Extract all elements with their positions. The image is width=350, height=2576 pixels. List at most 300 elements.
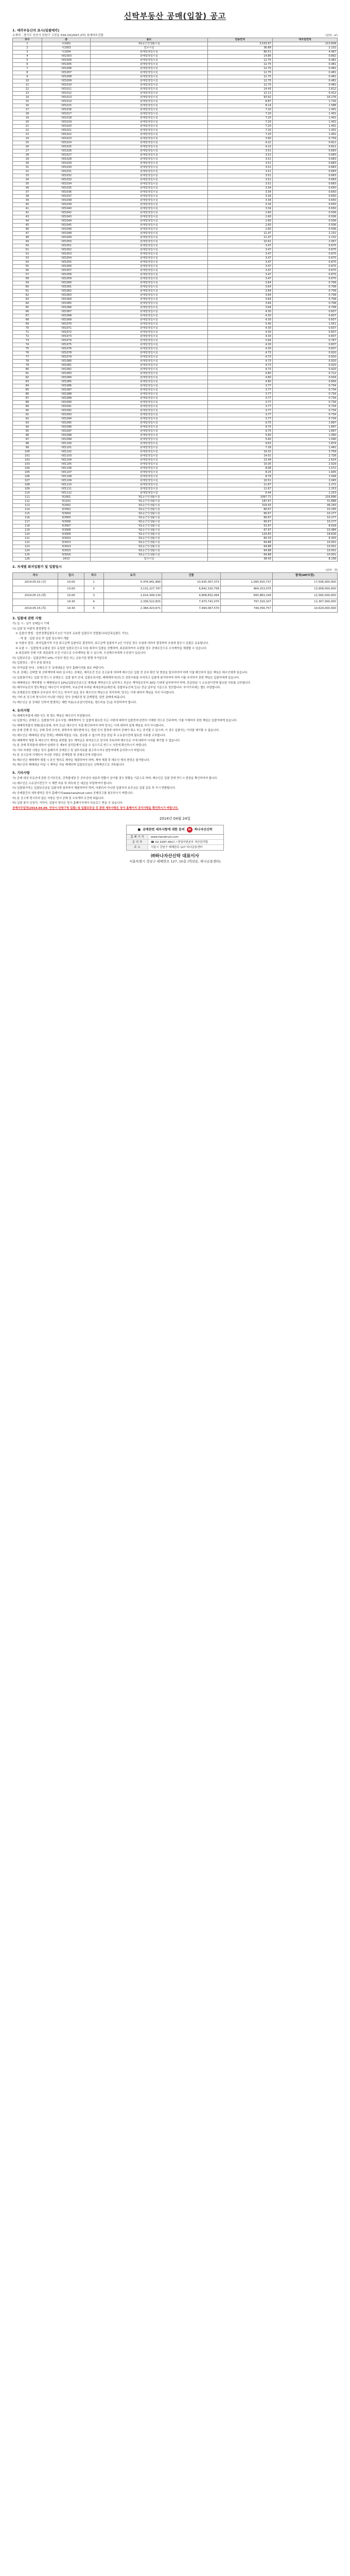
table-cell: 판매및영업시설	[91, 231, 207, 235]
table-cell: 1.572	[272, 466, 337, 470]
table-cell: 판매및영업시설	[91, 104, 207, 108]
table-cell: 0.650	[272, 186, 337, 190]
contact-value: 서울시 강남구 테헤란로 127 하나금융센터	[151, 846, 203, 850]
section5-paragraphs	[12, 776, 338, 805]
section3-paragraph: 마) 공매물건의 현황과 공부상의 차이 또는 하자가 있을 경우 매수인의 책임으로 처리하며, 당사는 이에 대하여 책임을 지지 아니합니다.	[12, 691, 175, 694]
table-cell: 지E1080	[42, 359, 91, 363]
notice-date: 2014년 04월 24일	[159, 816, 191, 821]
table-cell: 판매및영업시설	[91, 347, 207, 351]
table-cell: 3.47	[207, 244, 272, 248]
table-cell: 판매및영업시설	[91, 421, 207, 425]
bullet-icon: ■	[137, 828, 141, 832]
table-cell: 3.51	[207, 165, 272, 170]
table-cell: 지E1063	[42, 293, 91, 297]
table-cell: 11.47	[207, 231, 272, 235]
table-cell: 4.467	[272, 50, 337, 54]
table-cell: 3.51	[207, 157, 272, 161]
table-row	[13, 198, 338, 202]
table-cell: 0.675	[272, 248, 337, 252]
table-cell: 31	[13, 165, 42, 170]
table-row	[13, 207, 338, 211]
table-cell: 319.43	[207, 503, 272, 507]
table-row	[13, 149, 338, 153]
table-cell: 213.838	[272, 42, 337, 46]
table-cell: 0.683	[272, 170, 337, 174]
table-cell: 제3013	[42, 540, 91, 545]
company-brand: 하나자산신탁	[194, 828, 213, 832]
table-cell: 12.75	[207, 71, 272, 75]
table-cell: 66.67	[207, 507, 272, 512]
table-cell: 1.090	[272, 437, 337, 442]
table-cell: 0.734	[272, 388, 337, 392]
table-cell: 판매및영업시설	[91, 474, 207, 479]
table-row	[13, 322, 338, 326]
table-cell: 3.34	[207, 202, 272, 207]
table-row	[13, 351, 338, 355]
table-cell: 0.481	[272, 79, 337, 83]
table-cell: 22	[13, 128, 42, 132]
table-cell: 0.734	[272, 404, 337, 409]
table-row	[13, 161, 338, 165]
table-cell: 지E1083	[42, 371, 91, 376]
table-cell: 3.34	[207, 194, 272, 198]
table-row	[13, 417, 338, 421]
table-cell: 1.874	[272, 442, 337, 446]
table-cell: 3,131,227,747	[103, 586, 162, 592]
table-cell: 11,307,000,000	[272, 599, 337, 606]
table-cell: 판매및영업시설	[91, 273, 207, 277]
column-header: 건물	[162, 573, 221, 580]
table-cell: 지E1014	[42, 99, 91, 104]
table-cell: 0.506	[272, 215, 337, 219]
table-cell: 2.929	[272, 462, 337, 466]
table-cell: 제3014	[42, 545, 91, 549]
table-cell: 지E1030	[42, 165, 91, 170]
table-row	[13, 592, 338, 599]
table-cell: 0.734	[272, 396, 337, 400]
table-cell: 지E1038	[42, 198, 91, 202]
table-row	[13, 442, 338, 446]
table-cell: 10.295	[272, 507, 337, 512]
table-row	[13, 306, 338, 310]
table-cell: 125	[13, 553, 42, 557]
section4-paragraph: 마) 매수인은 매매대금 완납 전에는 매매목적물을 사용, 점유할 수 없으며 잔금 완납 후 소유권이전에 필요한 서류를 교부합니다.	[12, 734, 166, 737]
table-cell: 지E1054	[42, 256, 91, 260]
table-cell: 17	[13, 108, 42, 112]
table-cell: 8.156	[272, 557, 337, 561]
section3-item: ④ 최종회차 공매 이후 최종회차 조건 이상으로 수의계약을 할 수 있으며, 우선매수자에게 우선권이 있습니다.	[15, 652, 147, 655]
table-cell: 제3006	[42, 520, 91, 524]
contact-key: 문 의 처	[127, 840, 148, 844]
column-header: 일시	[58, 573, 84, 580]
table-cell: 판매및영업시설	[91, 170, 207, 174]
table-cell: 3.759	[272, 450, 337, 454]
table-cell: 판매및영업시설	[91, 417, 207, 421]
table-cell: 판매및영업시설	[91, 124, 207, 128]
table-cell: 지E1084	[42, 376, 91, 380]
section3-paragraphs	[12, 671, 338, 704]
table-cell: 36	[13, 186, 42, 190]
table-cell: 40	[13, 202, 42, 207]
table-cell: 4	[13, 54, 42, 58]
table-cell: 판매및영업시설	[91, 145, 207, 149]
table-cell: 9.75	[207, 429, 272, 433]
table-cell: 8.08	[207, 466, 272, 470]
table-row	[13, 301, 338, 306]
table-row	[13, 528, 338, 532]
table-cell: 지E1104	[42, 458, 91, 462]
table-cell: 3.64	[207, 293, 272, 297]
table-cell: 10:00	[58, 592, 84, 599]
table-cell: 1.401	[272, 112, 337, 116]
table-cell: 11.47	[207, 235, 272, 240]
table-cell: 제2종근린생활시설	[91, 503, 207, 507]
table-cell: 0.683	[272, 178, 337, 182]
table-row	[13, 50, 338, 54]
contact-row	[127, 835, 223, 840]
table-cell: 제1종근린생활시설	[91, 499, 207, 503]
table-cell: 187.67	[207, 499, 272, 503]
table-row	[13, 599, 338, 606]
table-cell: 3.64	[207, 285, 272, 289]
table-cell: 6,842,320,758	[162, 586, 221, 592]
table-cell: 지E1039	[42, 202, 91, 207]
table-row	[13, 318, 338, 322]
table-cell: 7,973,741,070	[162, 599, 221, 606]
table-cell: 지E1095	[42, 421, 91, 425]
table-cell: 39	[13, 198, 42, 202]
section4-paragraph: 아) 기타 자세한 사항은 당사 홈페이지 공매공고 및 첨부자료를 참고하시거나 담당자에게 문의하시기 바랍니다.	[12, 749, 146, 752]
table-cell: 2.232	[272, 46, 337, 50]
table-row	[13, 211, 338, 215]
table-cell: 제2종근린생활시설	[91, 516, 207, 520]
table-cell: 제3010	[42, 536, 91, 540]
table-cell: 판매및영업시설	[91, 425, 207, 429]
table-cell: 1.401	[272, 124, 337, 128]
table-cell: 3.77	[207, 409, 272, 413]
table-cell: 3.51	[207, 149, 272, 153]
table-cell: 지E1004	[42, 58, 91, 62]
table-cell: 18.626	[272, 532, 337, 536]
table-cell: 93	[13, 421, 42, 425]
section3-item: ① 입찰의 방법 : 일반경쟁입찰로서 1인 이상의 유효한 입찰로서 성립합니다(단독입찰도 가능).	[15, 632, 129, 636]
table-cell: 지E1065	[42, 301, 91, 306]
table-row	[13, 128, 338, 132]
table-cell: 41	[13, 207, 42, 211]
table-cell: 0.675	[272, 273, 337, 277]
section5-paragraph: 라) 공매물건의 세부내역은 당사 홈페이지(www.hanatrust.com) 공매공고를 참조하시기 바랍니다.	[12, 791, 134, 795]
table-row	[13, 252, 338, 256]
table-cell: 0.759	[272, 137, 337, 141]
company-signature: ㈜하나자산신탁 대표이사	[151, 854, 199, 859]
table-cell: 지E1008	[42, 75, 91, 79]
table1-unit: (단위 : ㎡)	[325, 33, 338, 37]
table-cell: 지E1045	[42, 223, 91, 227]
table-row	[13, 194, 338, 198]
table-cell: 판매및영업시설	[91, 87, 207, 91]
table-cell: 2.60	[207, 215, 272, 219]
table-cell: 18	[13, 112, 42, 116]
table-cell: 3.47	[207, 260, 272, 264]
table-cell: 695,883,249	[220, 592, 272, 599]
table-cell: 지E1023	[42, 137, 91, 141]
table-cell: 지E1020	[42, 124, 91, 128]
table-cell: 판매및영업시설	[91, 376, 207, 380]
table-cell: 지E1099	[42, 437, 91, 442]
table-cell: 지E1043	[42, 215, 91, 219]
table-row	[13, 586, 338, 592]
table-cell: 2.60	[207, 211, 272, 215]
table-cell: 4.80	[207, 371, 272, 376]
table-cell: 판매및영업시설	[91, 116, 207, 120]
table-cell: 20	[13, 120, 42, 124]
table-cell: 53	[13, 256, 42, 260]
table-cell: 판매및영업시설	[91, 334, 207, 338]
table-cell: 11.67	[207, 487, 272, 491]
table-cell: 0.506	[272, 211, 337, 215]
table-cell: 3.64	[207, 301, 272, 306]
table-cell: 0.708	[272, 285, 337, 289]
table-cell: 66.67	[207, 516, 272, 520]
table-cell: 10.277	[272, 512, 337, 516]
table-cell: 판매및영업시설	[91, 128, 207, 132]
table-cell: 110	[13, 491, 42, 495]
section3-heading: 3. 입찰에 관한 사항	[12, 616, 42, 621]
table-row	[13, 79, 338, 83]
table-cell: 86	[13, 392, 42, 396]
table-cell: 3	[13, 50, 42, 54]
table-row	[13, 112, 338, 116]
table-row	[13, 396, 338, 400]
table-cell: 64.88	[207, 545, 272, 549]
table-cell: 66.67	[207, 520, 272, 524]
table-cell: 0.821	[272, 145, 337, 149]
table-cell: 판매및영업시설	[91, 75, 207, 79]
schedule-table-body	[13, 580, 338, 613]
table-cell: 44	[13, 219, 42, 223]
table-cell: 4.30	[207, 334, 272, 338]
table-cell: 8.87	[207, 99, 272, 104]
table-row	[13, 244, 338, 248]
table-row	[13, 42, 338, 46]
table-cell: 지E1010	[42, 83, 91, 87]
table-cell: 판매및영업시설	[91, 108, 207, 112]
table-cell: 0.683	[272, 165, 337, 170]
table-cell: 0.920	[272, 359, 337, 363]
table-cell: 판매및영업시설	[91, 363, 207, 367]
table-cell: 지E1022	[42, 132, 91, 137]
table-cell: 69	[13, 322, 42, 326]
table-cell: 3.47	[207, 256, 272, 260]
table-cell: 2.728	[272, 454, 337, 458]
table-cell: 0.837	[272, 343, 337, 347]
table-cell: 0.712	[272, 371, 337, 376]
table-cell: 0.892	[272, 54, 337, 58]
table-row	[13, 260, 338, 264]
table-cell: 0.506	[272, 223, 337, 227]
table-cell: 1.401	[272, 116, 337, 120]
table-cell: 0.708	[272, 281, 337, 285]
table-cell: 판매및영업시설	[91, 442, 207, 446]
table-cell: 7.20	[207, 120, 272, 124]
table-cell: 7.20	[207, 112, 272, 116]
table-row	[13, 99, 338, 104]
table-cell: 3.64	[207, 306, 272, 310]
table-cell: 제3016	[42, 553, 91, 557]
table-cell: 0.767	[272, 338, 337, 343]
table-cell: 3.47	[207, 273, 272, 277]
table-row	[13, 380, 338, 384]
table-cell: 0.481	[272, 58, 337, 62]
table-cell: 90	[13, 409, 42, 413]
section5-paragraph: 나) 매수인은 소유권이전등기 시 제반 비용 및 취득세 등 세금을 부담하여야 합니다.	[12, 782, 113, 785]
table-cell: 100	[13, 450, 42, 454]
table-cell: 5	[84, 606, 103, 613]
table-cell: 0.481	[272, 75, 337, 79]
table-cell: 3.51	[207, 182, 272, 186]
table-cell: 12	[13, 87, 42, 91]
table-cell: 19.32	[207, 450, 272, 454]
table-cell: 74	[13, 343, 42, 347]
table-cell: 판매및영업시설	[91, 326, 207, 330]
table-cell: 지E1102	[42, 450, 91, 454]
table-cell: 30	[13, 161, 42, 165]
table-cell: 지E1087	[42, 388, 91, 392]
table-cell: 9.63	[207, 442, 272, 446]
table-row	[13, 141, 338, 145]
table-cell: 판매및영업시설	[91, 466, 207, 470]
section3-item: 가) 일 시 : 상기 공매일시 기재	[12, 622, 49, 626]
table-row	[13, 235, 338, 240]
table-cell: 0.837	[272, 347, 337, 351]
table-cell: 43	[13, 215, 42, 219]
table-cell: 0.650	[272, 198, 337, 202]
table-cell: 4.22	[207, 145, 272, 149]
table-cell: 3.47	[207, 277, 272, 281]
table-cell: 판매및영업시설	[91, 429, 207, 433]
table-cell: 지E1086	[42, 384, 91, 388]
table-cell: 21	[13, 124, 42, 128]
table-cell: 3.51	[207, 153, 272, 157]
table-cell: 1	[84, 580, 103, 586]
table-row	[13, 124, 338, 128]
column-header: 차수	[13, 573, 58, 580]
table-cell: 판매및영업시설	[91, 186, 207, 190]
table-cell: 797,316,107	[220, 599, 272, 606]
contact-box	[126, 825, 224, 851]
table-cell: 판매및영업시설	[91, 190, 207, 194]
property-table-body	[13, 42, 338, 561]
table-cell: 판매및영업시설	[91, 413, 207, 417]
table-cell: 12.75	[207, 79, 272, 83]
table-cell	[13, 599, 58, 606]
table-cell: 10	[13, 79, 42, 83]
table-cell: 지E1070	[42, 322, 91, 326]
section4-paragraph: 라) 공매 진행 중 또는 공매 후에 수익자, 위탁자의 채무변제 또는 법원 등의 결정에 의하여 공매가 취소 또는 중지될 수 있으며, 이 경우 입찰자는 이의를 제기할 수 없습니다.	[12, 729, 220, 733]
table-cell: 26	[13, 145, 42, 149]
table-cell: 지E1108	[42, 474, 91, 479]
table-cell: 2,614,349,134	[103, 592, 162, 599]
table-row	[13, 425, 338, 429]
table-row	[13, 429, 338, 433]
table-cell: 지E1106	[42, 466, 91, 470]
table-cell: 판매및영업시설	[91, 95, 207, 99]
table-cell: 0.708	[272, 301, 337, 306]
table-cell: 9	[13, 75, 42, 79]
column-header: 층	[42, 38, 91, 42]
table-cell	[13, 586, 58, 592]
table-row	[13, 170, 338, 174]
table-cell: 지E1081	[42, 363, 91, 367]
table-cell: 2.253	[272, 487, 337, 491]
table-cell: 76	[13, 351, 42, 355]
table-cell: 판매및영업시설	[91, 260, 207, 264]
table-cell: 0.650	[272, 194, 337, 198]
table-cell: 38.43	[207, 557, 272, 561]
table-cell: 8.79	[207, 474, 272, 479]
table-row	[13, 545, 338, 549]
table-cell: 111	[13, 495, 42, 499]
table-row	[13, 384, 338, 388]
table-cell: 84	[13, 384, 42, 388]
table-cell: 3.77	[207, 388, 272, 392]
table-row	[13, 240, 338, 244]
section3-paragraph: 다) 매매대금은 계약체결 시 매매대금의 10%(입찰보증금으로 대체)를 계약금으로 납부하고 잔금은 계약일로부터 30일 이내에 납부하여야 하며, 잔금완납 시 소유권이전에 필요한 서류를 교부합니다.	[12, 681, 251, 685]
table-cell: 3.47	[207, 252, 272, 256]
table-cell: 지E1055	[42, 260, 91, 264]
table-cell: 판매및영업시설	[91, 483, 207, 487]
section1-heading: 1. 매각부동산의 표시(일괄매각)	[12, 28, 60, 32]
table-cell: 판매및영업시설	[91, 380, 207, 384]
column-header: 합계(VAT포함)	[272, 573, 337, 580]
table-cell: 지E1006	[42, 66, 91, 71]
section4-paragraph: 다) 매매목적물의 현황(점유상태, 하자 등)은 매수인이 직접 확인하여야 하며 당사는 이에 대하여 일체 책임을 지지 아니합니다.	[12, 724, 165, 727]
table-cell: 제2종근린생활시설	[91, 545, 207, 549]
table-cell: 제2001	[42, 495, 91, 499]
table-cell: 24	[13, 137, 42, 141]
table-row	[13, 458, 338, 462]
company-address: 서울특별시 강남구 테헤란로 127, 10층 (역삼동, 하나금융센터)	[129, 859, 221, 864]
section4-paragraph: 자) 본 공고문에 기재되지 아니한 사항은 관계법령 및 공매조건에 의합니다.	[12, 754, 103, 757]
table-cell: 48	[13, 235, 42, 240]
table-cell: 제2종근린생활시설	[91, 520, 207, 524]
table-cell: 제2종근린생활시설	[91, 524, 207, 528]
table-cell: 지E1059	[42, 277, 91, 281]
table-row	[13, 483, 338, 487]
table-cell: 판매및영업시설	[91, 137, 207, 141]
table-row	[13, 58, 338, 62]
column-header: 차수	[84, 573, 103, 580]
table-cell: 104	[13, 466, 42, 470]
table-cell: 제1종근린생활시설	[91, 495, 207, 499]
table-cell: 판매및영업시설	[91, 264, 207, 268]
table-row	[13, 421, 338, 425]
section2-heading: 2. 자세별 최저입찰가 및 입찰일시	[12, 564, 62, 569]
table-cell: 3.77	[207, 404, 272, 409]
table-cell: 80.51	[207, 50, 272, 54]
table-cell: 7	[13, 66, 42, 71]
table-cell: 28	[13, 153, 42, 157]
table-cell: 0.734	[272, 413, 337, 417]
table-cell: 3.64	[207, 297, 272, 301]
table-cell: 판매및영업시설	[91, 470, 207, 474]
table-cell: 7.20	[207, 132, 272, 137]
table-cell: 판매및영업시설	[91, 454, 207, 458]
table-cell: 109	[13, 487, 42, 491]
table-cell: 25	[13, 141, 42, 145]
table-cell: 제2종근린생활시설	[91, 540, 207, 545]
table-cell: 4.22	[207, 141, 272, 145]
